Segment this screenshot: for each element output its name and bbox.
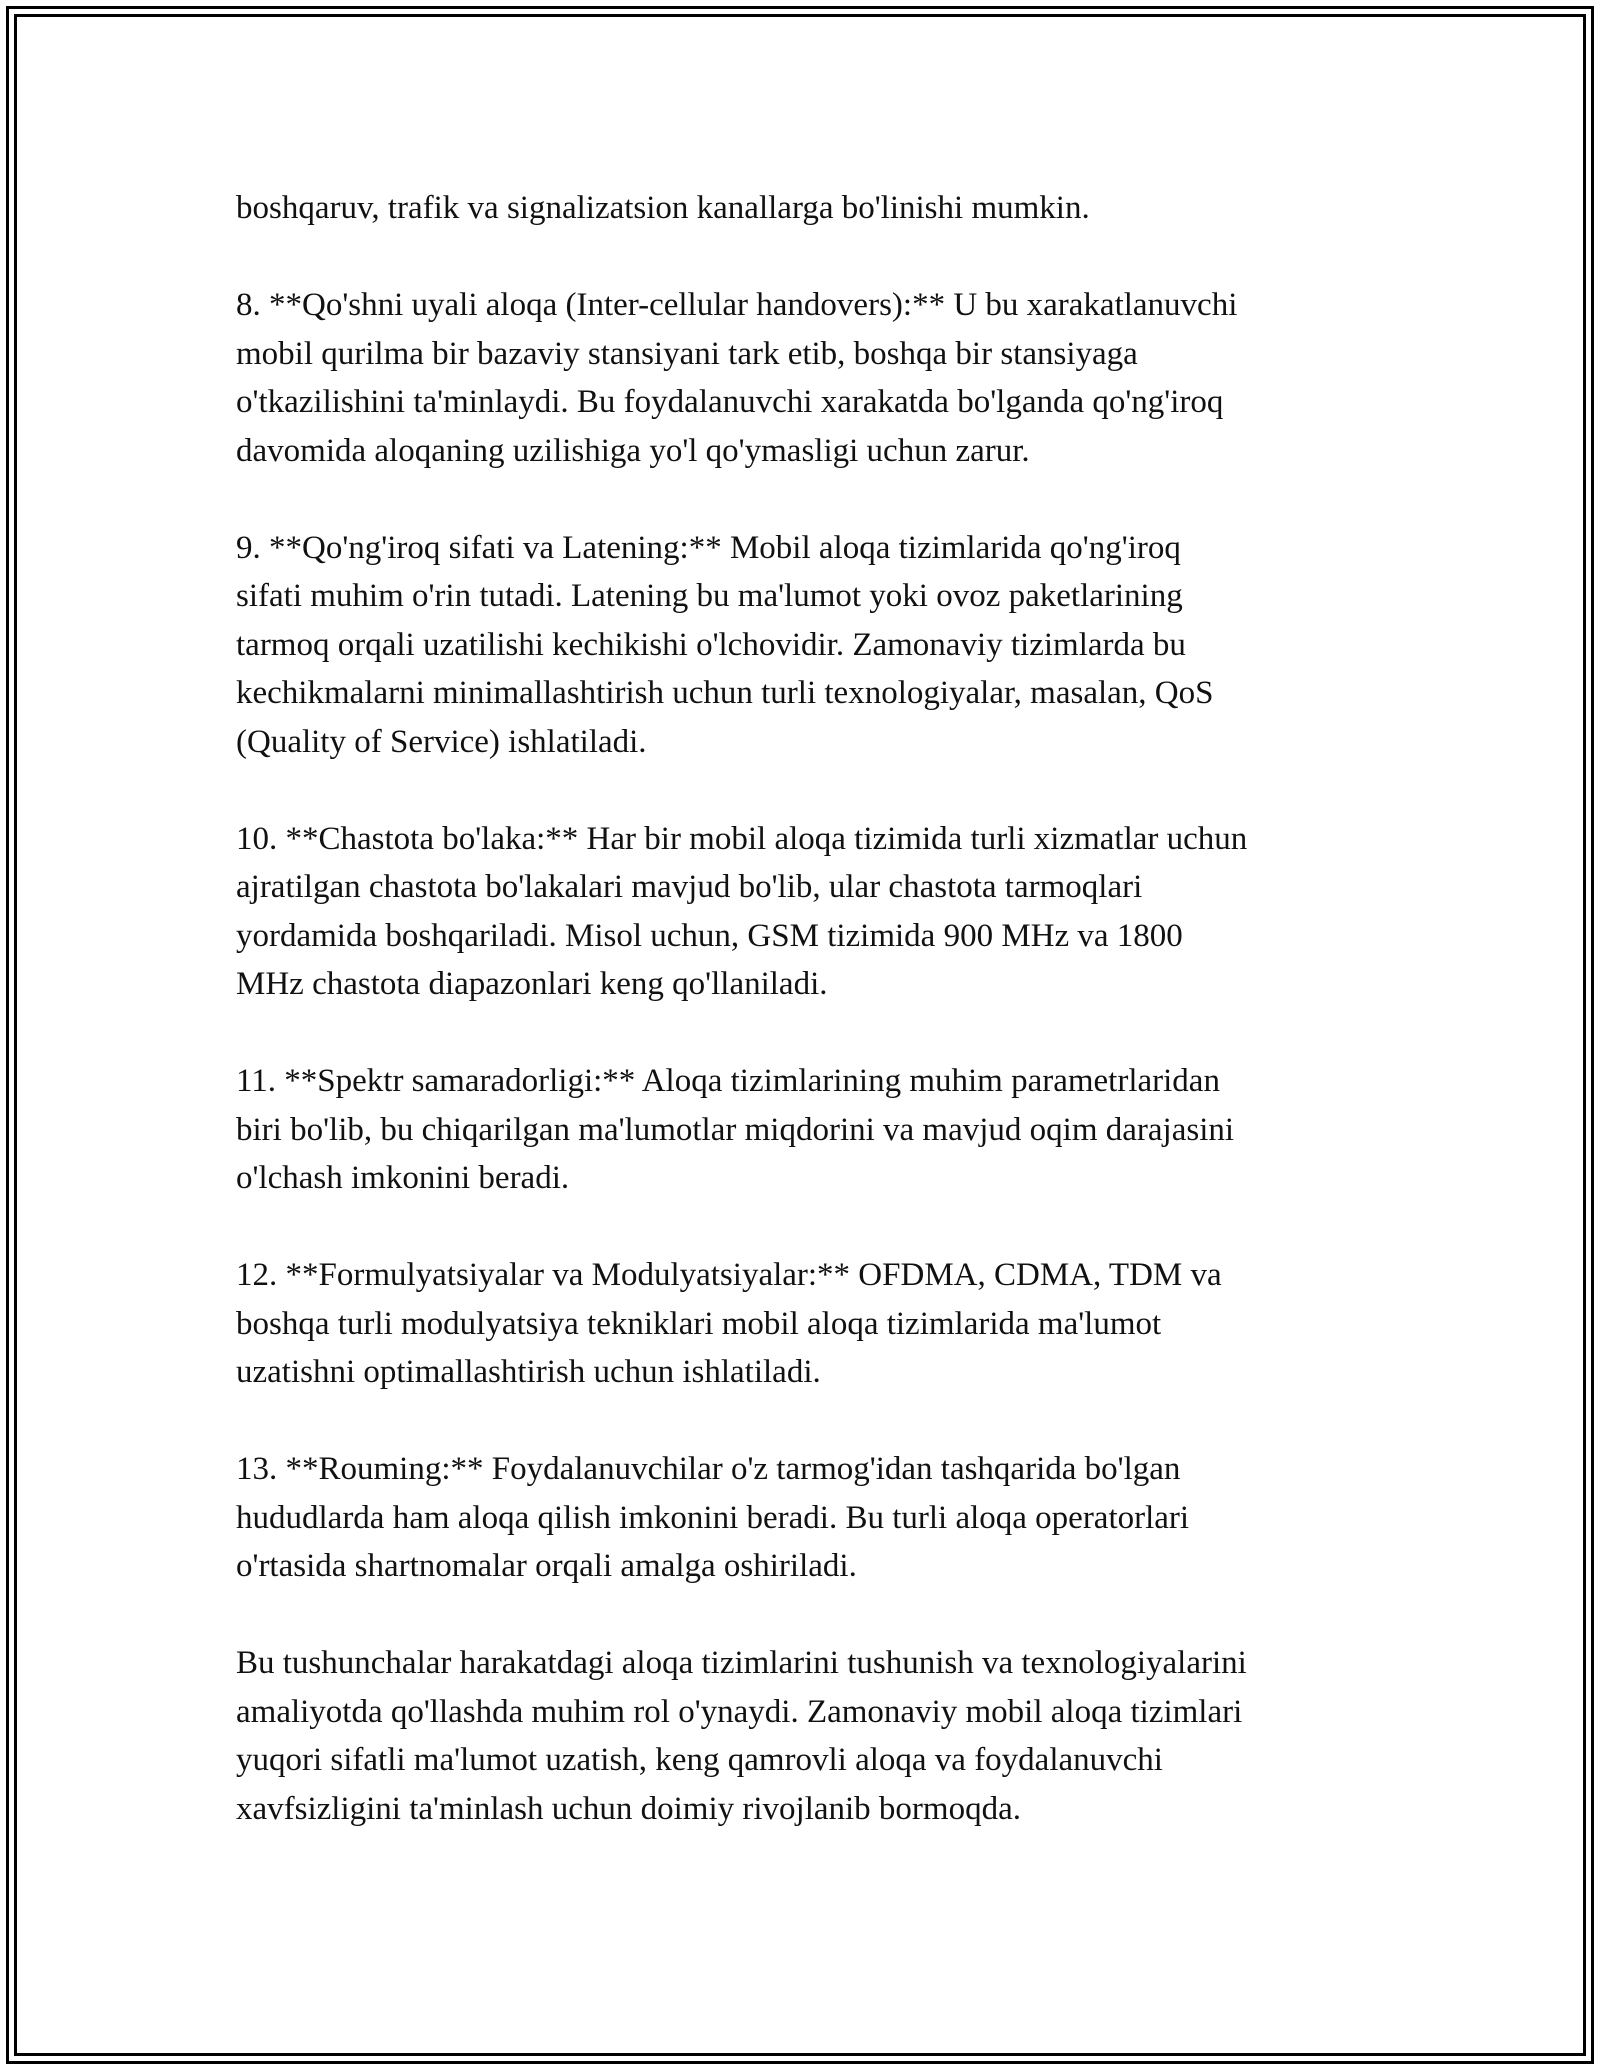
paragraph-item-9: 9. **Qo'ng'iroq sifati va Latening:** Mobil aloqa tizimlarida qo'ng'iroq sifati muhim o'rin tutadi. Latening bu ma'lumot yoki ovoz paketlarining tarmoq orqali uzatilishi kechikishi o'lchovidir. Zamonaviy tizimlarda bu kechikmalarni minimallashtirish uchun turli texnologiyalar, masalan, QoS (Quality of Service) ishlatiladi. — [236, 529, 1214, 760]
paragraph-conclusion: Bu tushunchalar harakatdagi aloqa tizimlarini tushunish va texnologiyalarini amaliyotda qo'llashda muhim rol o'ynaydi. Zamonaviy mobil aloqa tizimlari yuqori sifatli ma'lumot uzatish, keng qamrovli aloqa va foydalanuvchi xavfsizligini ta'minlash uchun doimiy rivojlanib bormoqda. — [236, 1645, 1247, 1827]
paragraph-continuation: boshqaruv, trafik va signalizatsion kanallarga bo'linishi mumkin. — [236, 190, 1090, 226]
paragraph-item-12: 12. **Formulyatsiyalar va Modulyatsiyalar:** OFDMA, CDMA, TDM va boshqa turli modulyatsiya tekniklari mobil aloqa tizimlarida ma'lumot uzatishni optimallashtirish uchun ishlatiladi. — [236, 1257, 1222, 1390]
paragraph-item-10: 10. **Chastota bo'laka:** Har bir mobil aloqa tizimida turli xizmatlar uchun ajratilgan chastota bo'lakalari mavjud bo'lib, ular chastota tarmoqlari yordamida boshqariladi. Misol uchun, GSM tizimida 900 MHz va 1800 MHz chastota diapazonlari keng qo'llaniladi. — [236, 820, 1248, 1002]
paragraph-item-13: 13. **Rouming:** Foydalanuvchilar o'z tarmog'idan tashqarida bo'lgan hududlarda ham aloqa qilish imkonini beradi. Bu turli aloqa operatorlari o'rtasida shartnomalar orqali amalga oshiriladi. — [236, 1451, 1190, 1584]
document-body — [236, 184, 1376, 1882]
paragraph-item-8: 8. **Qo'shni uyali aloqa (Inter-cellular handovers):** U bu xarakatlanuvchi mobil qurilma bir bazaviy stansiyani tark etib, boshqa bir stansiyaga o'tkazilishini ta'minlaydi. Bu foydalanuvchi xarakatda bo'lganda qo'ng'iroq davomida aloqaning uzilishiga yo'l qo'ymasligi uchun zarur. — [236, 287, 1238, 469]
paragraph-item-11: 11. **Spektr samaradorligi:** Aloqa tizimlarining muhim parametrlaridan biri bo'lib, bu chiqarilgan ma'lumotlar miqdorini va mavjud oqim darajasini o'lchash imkonini beradi. — [236, 1063, 1235, 1196]
